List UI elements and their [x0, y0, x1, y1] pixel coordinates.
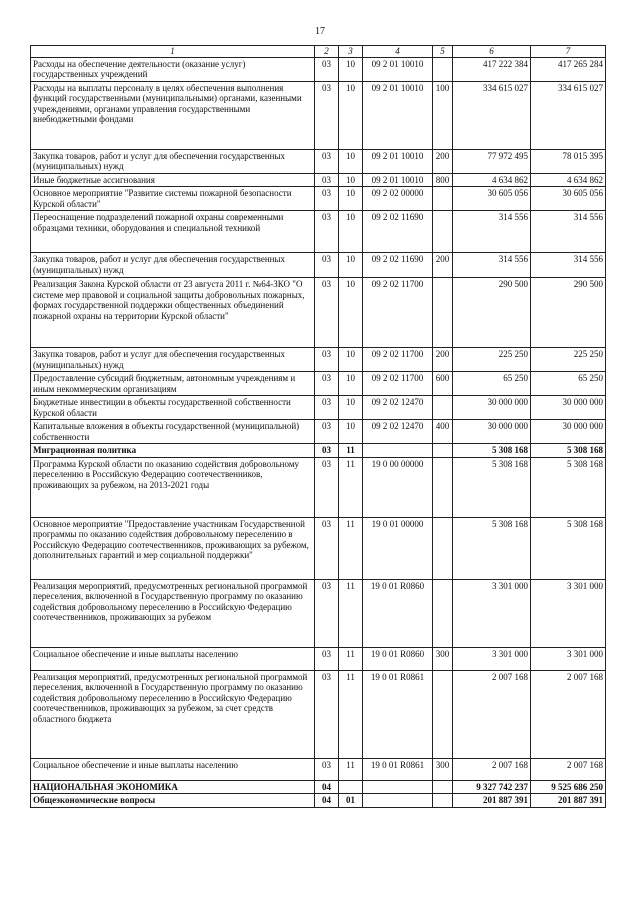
cell-rz: 03: [315, 278, 339, 348]
cell-csr: 09 2 01 10010: [363, 173, 433, 187]
cell-y2: 314 556: [531, 211, 606, 253]
cell-rz: 03: [315, 211, 339, 253]
table-row: [31, 253, 606, 278]
cell-rz: 04: [315, 794, 339, 808]
cell-rz: 04: [315, 780, 339, 794]
cell-name: Программа Курской области по оказанию содействия добровольному переселению в Российскую Федерацию соотечественников, проживающих за рубежом, на 2013-2021 годы: [31, 457, 315, 517]
cell-rz: 03: [315, 396, 339, 420]
cell-csr: 09 2 01 10010: [363, 57, 433, 81]
cell-rz: 03: [315, 758, 339, 780]
cell-y1: 9 327 742 237: [453, 780, 531, 794]
cell-rz: 03: [315, 579, 339, 647]
cell-rz: 03: [315, 348, 339, 372]
cell-name: Миграционная политика: [31, 444, 315, 458]
cell-y1: 225 250: [453, 348, 531, 372]
cell-y2: 3 301 000: [531, 647, 606, 670]
cell-pr: 11: [339, 457, 363, 517]
cell-rz: 03: [315, 420, 339, 444]
table-row: [31, 420, 606, 444]
cell-y1: 290 500: [453, 278, 531, 348]
cell-name: Иные бюджетные ассигнования: [31, 173, 315, 187]
header-cell: 2: [315, 46, 339, 58]
cell-name: Реализация Закона Курской области от 23 августа 2011 г. №64-ЗКО "О системе мер правовой и социальной защиты добровольных пожарных, формах государственной поддержки общественных объединений пожарной охраны на территории Курской области": [31, 278, 315, 348]
cell-vr: [433, 457, 453, 517]
cell-pr: 10: [339, 348, 363, 372]
cell-rz: 03: [315, 187, 339, 211]
cell-y2: 30 000 000: [531, 420, 606, 444]
table-row: [31, 758, 606, 780]
cell-csr: 19 0 00 00000: [363, 457, 433, 517]
header-row: [31, 46, 606, 58]
cell-vr: [433, 278, 453, 348]
cell-name: Закупка товаров, работ и услуг для обеспечения государственных (муниципальных) нужд: [31, 348, 315, 372]
cell-name: Социальное обеспечение и иные выплаты населению: [31, 758, 315, 780]
cell-y1: 2 007 168: [453, 670, 531, 758]
cell-vr: [433, 780, 453, 794]
cell-pr: 11: [339, 647, 363, 670]
cell-name: НАЦИОНАЛЬНАЯ ЭКОНОМИКА: [31, 780, 315, 794]
cell-pr: 10: [339, 253, 363, 278]
cell-pr: 11: [339, 517, 363, 579]
cell-csr: 19 0 01 00000: [363, 517, 433, 579]
cell-csr: 09 2 01 10010: [363, 149, 433, 173]
cell-csr: 09 2 02 11690: [363, 211, 433, 253]
cell-pr: 10: [339, 211, 363, 253]
cell-csr: 09 2 02 11700: [363, 278, 433, 348]
cell-vr: 200: [433, 149, 453, 173]
cell-y2: 201 887 391: [531, 794, 606, 808]
cell-y1: 417 222 384: [453, 57, 531, 81]
cell-vr: 100: [433, 81, 453, 149]
table-row: [31, 278, 606, 348]
cell-y2: 5 308 168: [531, 517, 606, 579]
cell-rz: 03: [315, 253, 339, 278]
cell-y2: 9 525 686 250: [531, 780, 606, 794]
cell-y1: 334 615 027: [453, 81, 531, 149]
cell-vr: [433, 396, 453, 420]
cell-pr: 11: [339, 670, 363, 758]
cell-y2: 4 634 862: [531, 173, 606, 187]
cell-y2: 2 007 168: [531, 758, 606, 780]
cell-vr: 800: [433, 173, 453, 187]
table-row: [31, 187, 606, 211]
cell-rz: 03: [315, 372, 339, 396]
table-row: [31, 517, 606, 579]
cell-vr: 600: [433, 372, 453, 396]
cell-y2: 314 556: [531, 253, 606, 278]
cell-name: Реализация мероприятий, предусмотренных региональной программой переселения, включенной в Государственную программу по оказанию содействия добровольному переселению в Российскую Федерацию соотечественников, проживающих за рубежом, за счет средств областного бюджета: [31, 670, 315, 758]
cell-y1: 3 301 000: [453, 579, 531, 647]
cell-name: Капитальные вложения в объекты государственной (муниципальной) собственности: [31, 420, 315, 444]
cell-y2: 2 007 168: [531, 670, 606, 758]
table-row: [31, 780, 606, 794]
cell-name: Расходы на выплаты персоналу в целях обеспечения выполнения функций государственными (муниципальными) органами, казенными учреждениями, органами управления государственными внебюджетными фондами: [31, 81, 315, 149]
cell-y1: 5 308 168: [453, 457, 531, 517]
cell-y1: 2 007 168: [453, 758, 531, 780]
cell-name: Предоставление субсидий бюджетным, автономным учреждениям и иным некоммерческим организациям: [31, 372, 315, 396]
cell-pr: 10: [339, 149, 363, 173]
cell-pr: 11: [339, 579, 363, 647]
cell-rz: 03: [315, 457, 339, 517]
cell-pr: 10: [339, 372, 363, 396]
cell-y2: 30 000 000: [531, 396, 606, 420]
header-cell: 5: [433, 46, 453, 58]
cell-y1: 3 301 000: [453, 647, 531, 670]
cell-name: Переоснащение подразделений пожарной охраны современными образцами техники, оборудования и специальной техникой: [31, 211, 315, 253]
cell-name: Основное мероприятие "Предоставление участникам Государственной программы по оказанию содействия добровольному переселению в Российскую Федерацию соотечественников, проживающих за рубежом, дополнительных гарантий и мер социальной поддержки": [31, 517, 315, 579]
table-row: [31, 457, 606, 517]
cell-pr: 10: [339, 420, 363, 444]
cell-csr: [363, 780, 433, 794]
cell-vr: 200: [433, 253, 453, 278]
cell-y1: 314 556: [453, 211, 531, 253]
cell-csr: 19 0 01 R0860: [363, 579, 433, 647]
cell-y2: 3 301 000: [531, 579, 606, 647]
header-cell: 4: [363, 46, 433, 58]
cell-csr: 09 2 01 10010: [363, 81, 433, 149]
cell-vr: [433, 517, 453, 579]
cell-pr: 11: [339, 444, 363, 458]
cell-pr: 01: [339, 794, 363, 808]
table-row: [31, 444, 606, 458]
cell-csr: [363, 794, 433, 808]
table-row: [31, 794, 606, 808]
cell-rz: 03: [315, 517, 339, 579]
cell-pr: 10: [339, 187, 363, 211]
header-cell: 7: [531, 46, 606, 58]
table-row: [31, 670, 606, 758]
cell-vr: 300: [433, 647, 453, 670]
cell-pr: 10: [339, 173, 363, 187]
cell-y2: 417 265 284: [531, 57, 606, 81]
cell-y1: 65 250: [453, 372, 531, 396]
cell-y2: 334 615 027: [531, 81, 606, 149]
cell-y1: 201 887 391: [453, 794, 531, 808]
cell-y1: 314 556: [453, 253, 531, 278]
cell-y1: 4 634 862: [453, 173, 531, 187]
cell-rz: 03: [315, 81, 339, 149]
table-row: [31, 396, 606, 420]
cell-csr: 19 0 01 R0861: [363, 758, 433, 780]
cell-name: Реализация мероприятий, предусмотренных региональной программой переселения, включенной в Государственную программу по оказанию содействия добровольному переселению в Российскую Федерацию соотечественников, проживающих за рубежом: [31, 579, 315, 647]
cell-rz: 03: [315, 444, 339, 458]
cell-pr: 10: [339, 278, 363, 348]
cell-vr: 200: [433, 348, 453, 372]
cell-csr: 09 2 02 00000: [363, 187, 433, 211]
table-row: [31, 211, 606, 253]
cell-y1: 5 308 168: [453, 444, 531, 458]
cell-pr: 10: [339, 396, 363, 420]
cell-y1: 30 605 056: [453, 187, 531, 211]
cell-vr: [433, 670, 453, 758]
cell-csr: 19 0 01 R0861: [363, 670, 433, 758]
cell-csr: [363, 444, 433, 458]
cell-vr: [433, 794, 453, 808]
cell-name: Закупка товаров, работ и услуг для обеспечения государственных (муниципальных) нужд: [31, 253, 315, 278]
cell-vr: 300: [433, 758, 453, 780]
cell-rz: 03: [315, 670, 339, 758]
header-cell: 3: [339, 46, 363, 58]
cell-rz: 03: [315, 647, 339, 670]
cell-csr: 09 2 02 12470: [363, 420, 433, 444]
table-row: [31, 57, 606, 81]
table-row: [31, 81, 606, 149]
cell-vr: [433, 444, 453, 458]
cell-pr: 10: [339, 81, 363, 149]
table-row: [31, 647, 606, 670]
cell-pr: 10: [339, 57, 363, 81]
cell-y2: 30 605 056: [531, 187, 606, 211]
cell-csr: 09 2 02 11690: [363, 253, 433, 278]
table-row: [31, 173, 606, 187]
cell-vr: [433, 187, 453, 211]
cell-pr: 11: [339, 758, 363, 780]
cell-csr: 09 2 02 11700: [363, 348, 433, 372]
cell-y2: 5 308 168: [531, 444, 606, 458]
cell-y2: 290 500: [531, 278, 606, 348]
cell-csr: 09 2 02 12470: [363, 396, 433, 420]
header-cell: 1: [31, 46, 315, 58]
cell-y1: 30 000 000: [453, 420, 531, 444]
cell-csr: 09 2 02 11700: [363, 372, 433, 396]
table-row: [31, 372, 606, 396]
budget-table: [30, 45, 606, 808]
cell-y2: 225 250: [531, 348, 606, 372]
cell-rz: 03: [315, 173, 339, 187]
cell-name: Закупка товаров, работ и услуг для обеспечения государственных (муниципальных) нужд: [31, 149, 315, 173]
cell-vr: 400: [433, 420, 453, 444]
cell-name: Социальное обеспечение и иные выплаты населению: [31, 647, 315, 670]
cell-vr: [433, 579, 453, 647]
cell-y2: 5 308 168: [531, 457, 606, 517]
page-number: 17: [315, 26, 325, 37]
cell-csr: 19 0 01 R0860: [363, 647, 433, 670]
cell-vr: [433, 57, 453, 81]
table-row: [31, 579, 606, 647]
cell-y1: 30 000 000: [453, 396, 531, 420]
cell-y1: 5 308 168: [453, 517, 531, 579]
table-row: [31, 149, 606, 173]
cell-name: Расходы на обеспечение деятельности (оказание услуг) государственных учреждений: [31, 57, 315, 81]
table-row: [31, 348, 606, 372]
cell-vr: [433, 211, 453, 253]
cell-name: Основное мероприятие "Развитие системы пожарной безопасности Курской области": [31, 187, 315, 211]
header-cell: 6: [453, 46, 531, 58]
cell-y2: 65 250: [531, 372, 606, 396]
cell-y2: 78 015 395: [531, 149, 606, 173]
cell-name: Общеэкономические вопросы: [31, 794, 315, 808]
cell-pr: [339, 780, 363, 794]
cell-y1: 77 972 495: [453, 149, 531, 173]
cell-rz: 03: [315, 149, 339, 173]
cell-name: Бюджетные инвестиции в объекты государственной собственности Курской области: [31, 396, 315, 420]
cell-rz: 03: [315, 57, 339, 81]
